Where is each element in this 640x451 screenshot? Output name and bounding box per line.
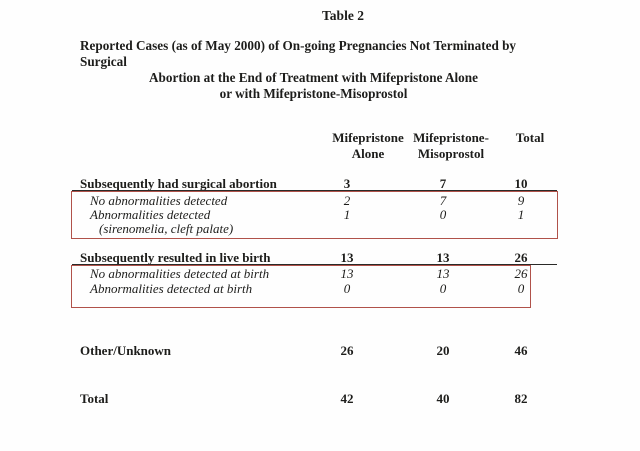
title-line-2: Surgical: [80, 54, 127, 69]
table-row-surgical-abortion: [0, 176, 640, 191]
cell-value: 2: [343, 193, 351, 208]
table-row-abnormalities: [0, 207, 640, 222]
column-header-line: Mifepristone-: [413, 130, 489, 145]
table-row-total: [0, 391, 640, 406]
table-title: [80, 38, 547, 102]
cell-value: 7: [439, 193, 447, 208]
cell-value: 26: [514, 266, 528, 281]
row-label: Abnormalities detected: [90, 207, 211, 222]
column-header-line: Misoprostol: [417, 146, 485, 161]
title-line-3: Abortion at the End of Treatment with Mifepristone Alone: [149, 70, 478, 85]
cell-value: 82: [514, 391, 528, 406]
cell-value: 40: [436, 391, 450, 406]
row-label: Other/Unknown: [80, 343, 172, 358]
row-label: Abnormalities detected at birth: [90, 281, 253, 296]
cell-value: 13: [436, 250, 450, 265]
row-label: (sirenomelia, cleft palate): [99, 221, 234, 236]
table-row-abnormalities-birth: [0, 281, 640, 296]
cell-value: 0: [517, 281, 525, 296]
title-line-4: or with Mifepristone-Misoprostol: [219, 86, 408, 101]
cell-value: 26: [340, 343, 354, 358]
cell-value: 13: [340, 266, 354, 281]
cell-value: 20: [436, 343, 450, 358]
cell-value: 10: [514, 176, 528, 191]
cell-value: 1: [343, 207, 351, 222]
cell-value: 13: [436, 266, 450, 281]
column-header-line: Alone: [351, 146, 385, 161]
row-label: No abnormalities detected at birth: [90, 266, 270, 281]
table-row-abnormality-detail: [0, 221, 640, 236]
cell-value: 26: [514, 250, 528, 265]
cell-value: 0: [439, 207, 447, 222]
table-caption: Table 2: [322, 8, 364, 23]
cell-value: 7: [439, 176, 447, 191]
column-header-total: [465, 130, 595, 146]
cell-value: 0: [343, 281, 351, 296]
column-header-line: Total: [515, 130, 545, 145]
table-row-other-unknown: [0, 343, 640, 358]
cell-value: 1: [517, 207, 525, 222]
cell-value: 46: [514, 343, 528, 358]
table-row-no-abnormalities: [0, 193, 640, 208]
cell-value: 42: [340, 391, 354, 406]
cell-value: 0: [439, 281, 447, 296]
row-label: Total: [80, 391, 109, 406]
cell-value: 3: [343, 176, 351, 191]
title-line-1: Reported Cases (as of May 2000) of On-going Pregnancies Not Terminated by: [80, 38, 517, 53]
cell-value: 9: [517, 193, 525, 208]
cell-value: 13: [340, 250, 354, 265]
row-label: Subsequently had surgical abortion: [80, 176, 277, 191]
row-label: No abnormalities detected: [90, 193, 228, 208]
column-header-line: Mifepristone: [332, 130, 404, 145]
row-label: Subsequently resulted in live birth: [80, 250, 271, 265]
table-row-live-birth: [0, 250, 640, 265]
table-row-no-abnormalities-birth: [0, 266, 640, 281]
